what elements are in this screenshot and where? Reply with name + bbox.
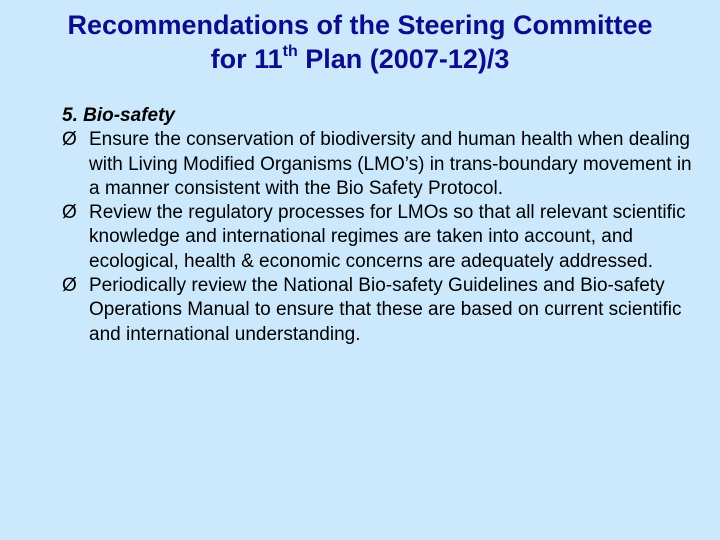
arrow-bullet-icon: Ø xyxy=(62,275,77,297)
bullet-item xyxy=(62,201,702,274)
title-superscript: th xyxy=(282,43,298,60)
title-line-2-post: Plan (2007-12)/3 xyxy=(297,44,510,74)
title-line-2 xyxy=(0,42,720,76)
section-heading: 5. Bio-safety xyxy=(62,105,175,126)
slide-content xyxy=(62,104,702,347)
bullet-text: Review the regulatory processes for LMOs so that all relevant scientific knowledge and international regimes are taken into account, and ecological, health & economic concerns are adequately addressed. xyxy=(89,202,686,272)
title-line-2-pre: for 11 xyxy=(210,44,283,74)
arrow-bullet-icon: Ø xyxy=(62,129,77,151)
bullet-item xyxy=(62,274,702,347)
bullet-text: Ensure the conservation of biodiversity and human health when dealing with Living Modified Organisms (LMO’s) in trans-boundary movement in a manner consistent with the Bio Safety Protocol. xyxy=(89,129,692,199)
arrow-bullet-icon: Ø xyxy=(62,202,77,224)
title-line-1: Recommendations of the Steering Committee xyxy=(67,10,653,40)
bullet-item xyxy=(62,128,702,201)
bullet-text: Periodically review the National Bio-safety Guidelines and Bio-safety Operations Manual to ensure that these are based on current scientific and international understanding. xyxy=(89,275,682,345)
slide-title xyxy=(0,8,720,76)
